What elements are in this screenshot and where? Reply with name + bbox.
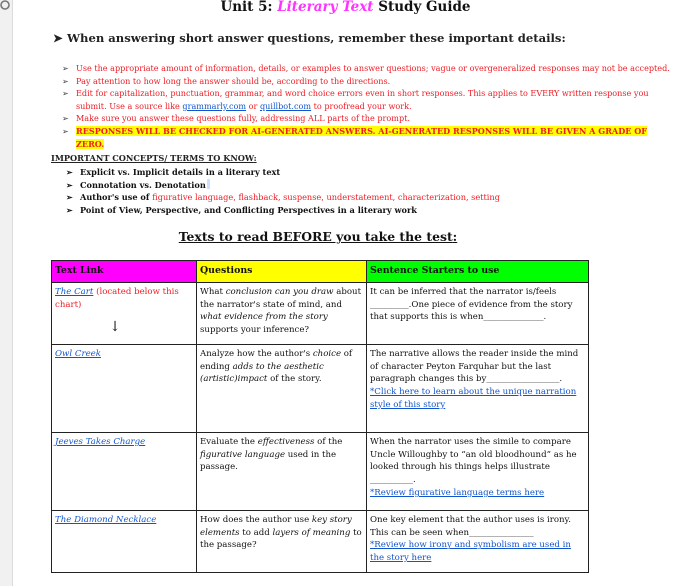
text-link-cell [52,344,197,432]
quillbot-link[interactable]: quillbot.com [259,100,312,111]
left-edge-bar [0,0,13,586]
rules-list [62,62,678,150]
text-link-cell [52,510,197,572]
header-text-link: Text Link [52,261,197,283]
narration-style-link[interactable]: *Click here to learn about the unique narration style of this story [370,387,577,410]
question-cell: What conclusion can you draw about the narrator's state of mind, and what evidence from the story supports your inference? [197,282,367,344]
starter-cell: One key element that the author uses is irony. This can be seen when_______________ *Review how irony and symbolism are used in the story here [367,510,589,572]
intro-line [53,31,566,45]
bullet-icon: ➢ [62,88,69,99]
concept-item: ➢ Author's use of figurative language, flashback, suspense, understatement, characterization, setting [66,192,500,203]
text-link-cell [52,432,197,510]
concepts-list [66,166,500,216]
header-sentence-starters: Sentence Starters to use [367,261,589,283]
table-header-row [52,261,589,283]
bullet-icon: ➢ [66,179,73,190]
intro-text: When answering short answer questions, remember these important details: [67,31,566,45]
rule-item: ➢ Edit for capitalization, punctuation, grammar, and word choice errors even in short responses. This applies to EVERY written response you submit. Use a source like grammarly.com or quillbot.com to proofread your work. [62,88,649,111]
header-questions: Questions [197,261,367,283]
rule-item: ➢ Make sure you answer these questions fully, addressing ALL parts of the prompt. [62,113,410,124]
bullet-icon: ➢ [62,125,69,136]
question-cell: Evaluate the effectiveness of the figurative language used in the passage. [197,432,367,510]
concept-item: ➢ Point of View, Perspective, and Conflicting Perspectives in a literary work [66,204,417,215]
table-row [52,432,589,510]
bullet-icon: ➢ [66,167,73,177]
down-arrow-icon: ↓ [109,319,121,336]
table-row [52,344,589,432]
starter-cell: The narrative allows the reader inside the mind of character Peyton Farquhar but the last paragraph changes this by_________________. *Click here to learn about the unique narration style of this story [367,344,589,432]
concept-item: ➢ Explicit vs. Implicit details in a literary text [66,167,281,177]
bullet-icon: ➢ [62,75,69,86]
texts-heading: Texts to read BEFORE you take the test: [178,229,458,244]
starter-cell: When the narrator uses the simile to compare Uncle Willoughby to “an old bloodhound” as he looked through his things helps illustrate __________. *Review figurative language terms here [367,432,589,510]
concepts-heading: IMPORTANT CONCEPTS/ TERMS TO KNOW: [51,153,257,163]
title-highlight: Literary Text [277,0,374,15]
bullet-icon: ➢ [66,192,73,203]
table-row [52,282,589,344]
question-cell: How does the author use key story elements to add layers of meaning to the passage? [197,510,367,572]
irony-symbolism-link[interactable]: *Review how irony and symbolism are used in the story here [370,540,571,564]
figurative-language-link[interactable]: *Review figurative language terms here [370,487,545,498]
diamond-necklace-link[interactable]: The Diamond Necklace [55,514,157,525]
text-link-cell: The Cart (located below this chart) ↓ [52,282,197,344]
text-cursor [207,179,210,189]
arrow-bullet-icon: ➤ [53,31,63,45]
question-cell: Analyze how the author's choice of ending adds to the aesthetic (artistic)impact of the story. [197,344,367,432]
rule-item: ➢ Pay attention to how long the answer should be, according to the directions. [62,75,391,86]
grammarly-link[interactable]: grammarly.com [182,100,247,111]
ai-warning: RESPONSES WILL BE CHECKED FOR AI-GENERATED ANSWERS. AI-GENERATED RESPONSES WILL BE GIVEN A GRADE OF ZERO. [76,125,648,149]
owl-creek-link[interactable]: Owl Creek [55,348,101,359]
rule-item: ➢ Use the appropriate amount of information, details, or examples to answer questions; vague or overgeneralized responses may not be accepted. [62,63,670,73]
the-cart-link[interactable]: The Cart [55,286,94,297]
jeeves-takes-charge-link[interactable]: Jeeves Takes Charge [55,436,146,447]
page-title: Unit 5: Literary Text Study Guide [220,0,471,15]
bullet-icon: ➢ [62,113,69,124]
table-row [52,510,589,572]
concept-item: ➢ Connotation vs. Denotation [80,179,500,192]
bullet-icon: ➢ [66,204,73,215]
study-table [51,260,589,573]
starter-cell: It can be inferred that the narrator is/feels _________.One piece of evidence from the story that supports this is when______________. [367,282,589,344]
bullet-icon: ➢ [62,63,69,73]
rule-item [62,125,678,150]
